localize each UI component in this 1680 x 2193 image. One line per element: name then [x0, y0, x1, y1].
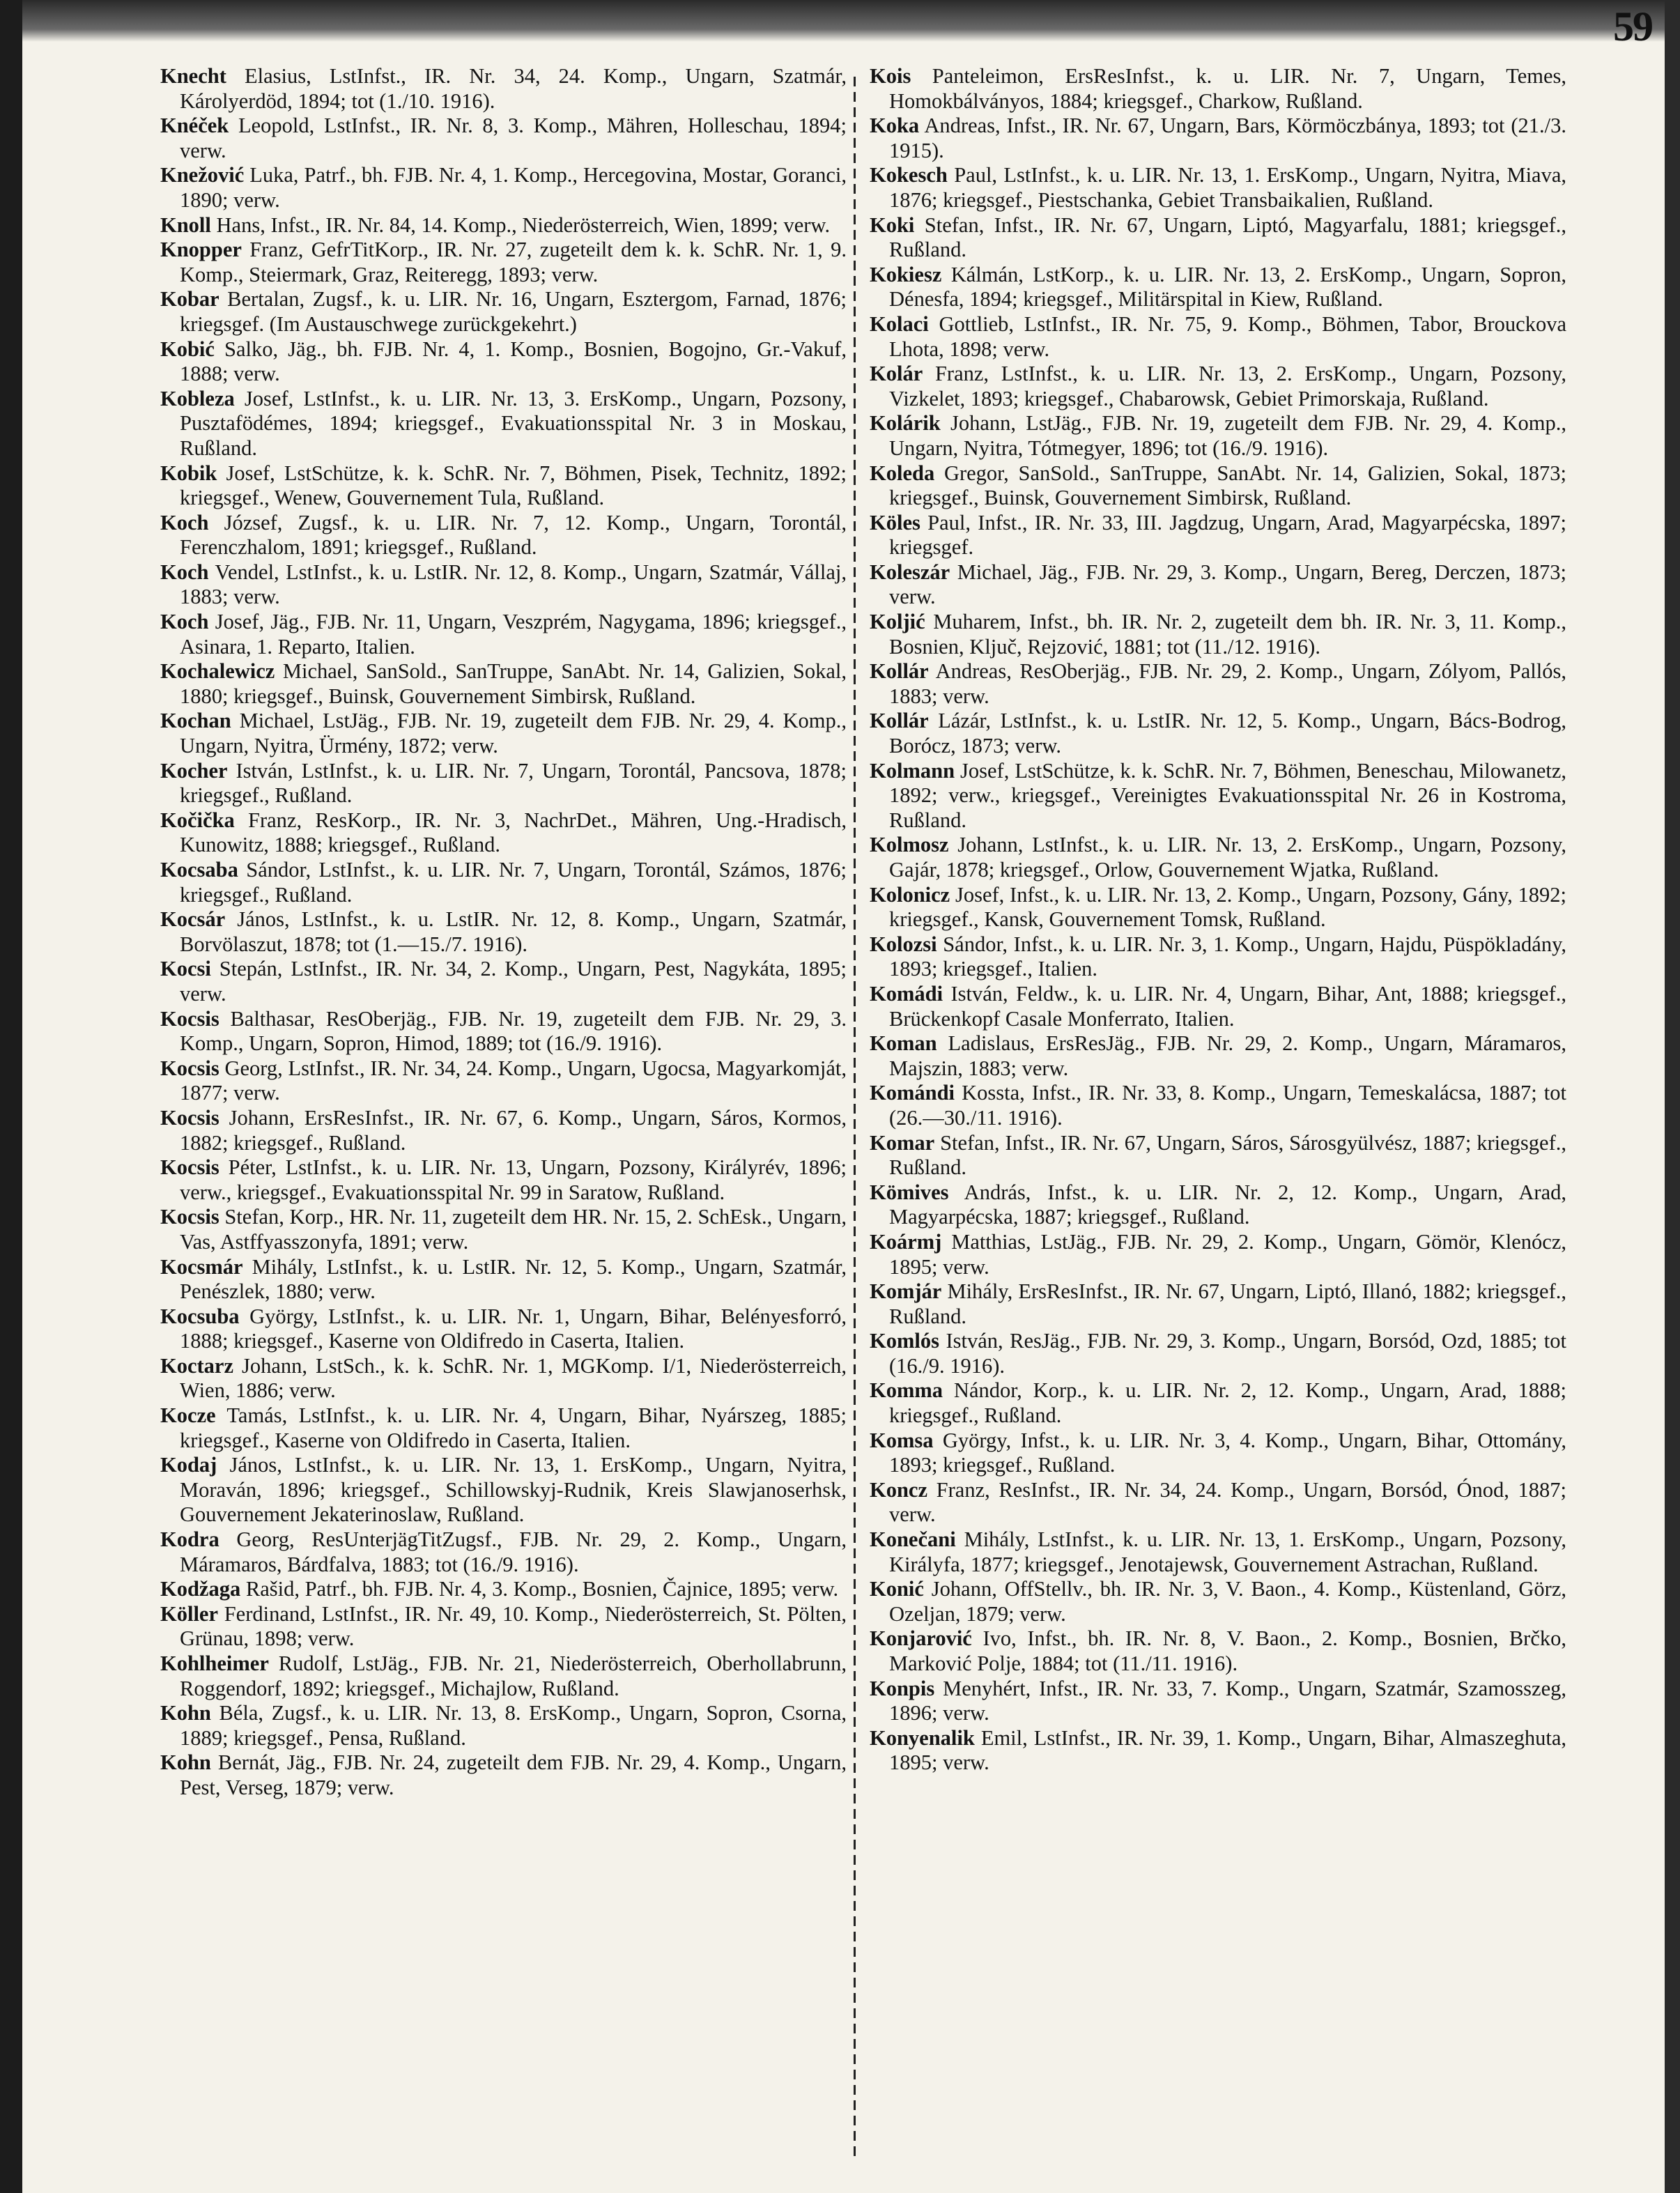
casualty-entry [160, 287, 847, 337]
entry-details: János, LstInfst., k. u. LIR. Nr. 13, 1. ErsKomp., Ungarn, Nyitra, Moraván, 1896; kriegsgef., Schillowskyj-Rudnik, Kreis Slawjanoserhsk, Gouvernement Jekaterinoslaw, Rußland. [180, 1453, 847, 1527]
entry-details: Ivo, Infst., bh. IR. Nr. 8, V. Baon., 2. Komp., Bosnien, Brčko, Marković Polje, 1884; tot (11./11. 1916). [889, 1626, 1566, 1675]
entry-surname: Koármj [870, 1229, 942, 1254]
casualty-entry [160, 1602, 847, 1652]
entry-surname: Kolaci [870, 311, 929, 336]
casualty-entry [870, 1378, 1566, 1428]
casualty-entry [160, 759, 847, 808]
entry-details: István, LstInfst., k. u. LIR. Nr. 7, Ungarn, Torontál, Pancsova, 1878; kriegsgef., Rußland. [180, 758, 847, 808]
entry-details: Stefan, Korp., HR. Nr. 11, zugeteilt dem HR. Nr. 15, 2. SchEsk., Ungarn, Vas, Astffyasszonyfa, 1891; verw. [180, 1205, 847, 1254]
casualty-entry [870, 114, 1566, 163]
column-divider [854, 77, 856, 2160]
entry-details: Josef, LstInfst., k. u. LIR. Nr. 13, 3. ErsKomp., Ungarn, Pozsony, Pusztafödémes, 1894; kriegsgef., Evakuationsspital Nr. 3 in Moskau, Rußland. [180, 386, 847, 460]
entry-surname: Kocsis [160, 1006, 219, 1031]
casualty-entry [160, 560, 847, 610]
entry-surname: Kolozsi [870, 932, 937, 956]
entry-details: Bertalan, Zugsf., k. u. LIR. Nr. 16, Ungarn, Esztergom, Farnad, 1876; kriegsgef. (Im Austauschwege zurückgekehrt.) [180, 287, 847, 336]
entry-details: Gottlieb, LstInfst., IR. Nr. 75, 9. Komp., Böhmen, Tabor, Brouckova Lhota, 1898; verw. [889, 311, 1566, 361]
casualty-entry [160, 387, 847, 461]
entry-details: Menyhért, Infst., IR. Nr. 33, 7. Komp., Ungarn, Szatmár, Szamosszeg, 1896; verw. [889, 1676, 1566, 1725]
entry-details: Franz, GefrTitKorp., IR. Nr. 27, zugeteilt dem k. k. SchR. Nr. 1, 9. Komp., Steiermark, Graz, Reiteregg, 1893; verw. [180, 238, 847, 286]
entry-surname: Koch [160, 610, 209, 634]
entry-details: Béla, Zugsf., k. u. LIR. Nr. 13, 8. ErsKomp., Ungarn, Sopron, Csorna, 1889; kriegsgef., Pensa, Rußland. [180, 1701, 847, 1750]
entry-details: Salko, Jäg., bh. FJB. Nr. 4, 1. Komp., Bosnien, Bogojno, Gr.-Vakuf, 1888; verw. [180, 337, 847, 386]
casualty-entry [870, 833, 1566, 882]
casualty-entry [160, 213, 847, 238]
entry-details: József, Zugsf., k. u. LIR. Nr. 7, 12. Komp., Ungarn, Torontál, Ferenczhalom, 1891; kriegsgef., Rußland. [180, 510, 847, 560]
entry-details: Franz, LstInfst., k. u. LIR. Nr. 13, 2. ErsKomp., Ungarn, Pozsony, Vizkelet, 1893; kriegsgef., Chabarowsk, Gebiet Primorskaja, Rußland. [889, 362, 1566, 410]
casualty-entry [870, 1279, 1566, 1329]
entry-surname: Kobić [160, 337, 215, 361]
casualty-entry [160, 1577, 847, 1602]
entry-surname: Kollár [870, 709, 929, 733]
entry-details: Leopold, LstInfst., IR. Nr. 8, 3. Komp., Mähren, Holleschau, 1894; verw. [180, 114, 847, 162]
casualty-entry [870, 64, 1566, 114]
casualty-entry [160, 907, 847, 957]
entry-surname: Kohlheimer [160, 1652, 269, 1675]
casualty-entry [160, 808, 847, 858]
entry-surname: Kois [870, 64, 911, 88]
casualty-entry [870, 312, 1566, 362]
entry-surname: Knopper [160, 238, 242, 262]
left-column [160, 64, 847, 1801]
entry-surname: Koch [160, 560, 209, 584]
casualty-entry [870, 411, 1566, 461]
entry-surname: Komar [870, 1130, 935, 1155]
entry-surname: Knecht [160, 64, 226, 88]
casualty-entry [870, 1528, 1566, 1577]
entry-details: György, LstInfst., k. u. LIR. Nr. 1, Ungarn, Bihar, Belényesforró, 1888; kriegsgef., Kaserne von Oldifredo in Caserta, Italien. [180, 1304, 847, 1353]
entry-details: Bernát, Jäg., FJB. Nr. 24, zugeteilt dem FJB. Nr. 29, 4. Komp., Ungarn, Pest, Verseg, 1879; verw. [180, 1750, 847, 1799]
entry-details: Andreas, Infst., IR. Nr. 67, Ungarn, Bars, Körmöczbánya, 1893; tot (21./3. 1915). [889, 114, 1566, 162]
entry-surname: Komma [870, 1378, 943, 1403]
entry-details: Elasius, LstInfst., IR. Nr. 34, 24. Komp., Ungarn, Szatmár, Károlyerdöd, 1894; tot (1./10. 1916). [180, 64, 847, 113]
entry-details: Gregor, SanSold., SanTruppe, SanAbt. Nr. 14, Galizien, Sokal, 1873; kriegsgef., Buinsk, Gouvernement Simbirsk, Rußland. [889, 461, 1566, 510]
entry-details: Mihály, LstInfst., k. u. LstIR. Nr. 12, 5. Komp., Ungarn, Szatmár, Penészlek, 1880; verw. [180, 1254, 847, 1304]
casualty-entry [870, 362, 1566, 411]
entry-details: András, Infst., k. u. LIR. Nr. 2, 12. Komp., Ungarn, Arad, Magyarpécska, 1887; kriegsgef., Rußland. [889, 1180, 1566, 1229]
casualty-entry [160, 1007, 847, 1056]
entry-surname: Konečani [870, 1528, 956, 1552]
entry-surname: Kočička [160, 808, 235, 832]
entry-details: Georg, LstInfst., IR. Nr. 34, 24. Komp., Ungarn, Ugocsa, Magyarkomját, 1877; verw. [180, 1056, 847, 1105]
entry-surname: Kocher [160, 758, 228, 783]
entry-surname: Kocsis [160, 1155, 219, 1180]
entry-surname: Kocsaba [160, 858, 238, 882]
casualty-entry [160, 1403, 847, 1453]
casualty-entry [160, 858, 847, 907]
casualty-entry [160, 1528, 847, 1577]
entry-surname: Knežović [160, 163, 245, 187]
entry-details: Rudolf, LstJäg., FJB. Nr. 21, Niederösterreich, Oberhollabrunn, Roggendorf, 1892; kriegsgef., Michajlow, Rußland. [180, 1652, 847, 1700]
entry-surname: Konpis [870, 1676, 935, 1700]
entry-surname: Kocsuba [160, 1304, 240, 1328]
casualty-entry [160, 1305, 847, 1354]
entry-details: György, Infst., k. u. LIR. Nr. 3, 4. Komp., Ungarn, Bihar, Ottomány, 1893; kriegsgef., Rußland. [889, 1428, 1566, 1477]
entry-details: Andreas, ResOberjäg., FJB. Nr. 29, 2. Komp., Ungarn, Zólyom, Pallós, 1883; verw. [889, 659, 1566, 708]
entry-details: Péter, LstInfst., k. u. LIR. Nr. 13, Ungarn, Pozsony, Királyrév, 1896; verw., kriegsgef., Evakuationsspital Nr. 99 in Saratow, Rußland. [180, 1155, 847, 1204]
casualty-entry [870, 610, 1566, 659]
entry-details: Josef, LstSchütze, k. k. SchR. Nr. 7, Böhmen, Pisek, Technitz, 1892; kriegsgef., Wenew, Gouvernement Tula, Rußland. [180, 461, 847, 510]
entry-details: Nándor, Korp., k. u. LIR. Nr. 2, 12. Komp., Ungarn, Arad, 1888; kriegsgef., Rußland. [889, 1378, 1566, 1428]
casualty-entry [160, 163, 847, 213]
entry-details: István, Feldw., k. u. LIR. Nr. 4, Ungarn, Bihar, Ant, 1888; kriegsgef., Brückenkopf Casale Monferrato, Italien. [889, 981, 1566, 1031]
casualty-entry [160, 1205, 847, 1254]
entry-surname: Komádi [870, 981, 943, 1006]
casualty-entry [160, 511, 847, 560]
entry-surname: Kollár [870, 659, 929, 684]
casualty-entry [160, 709, 847, 758]
entry-details: Johann, OffStellv., bh. IR. Nr. 3, V. Baon., 4. Komp., Küstenland, Görz, Ozeljan, 1879; verw. [889, 1577, 1566, 1626]
entry-details: Josef, Jäg., FJB. Nr. 11, Ungarn, Veszprém, Nagygama, 1896; kriegsgef., Asinara, 1. Reparto, Italien. [180, 610, 847, 659]
entry-surname: Kochan [160, 709, 231, 733]
entry-surname: Kodra [160, 1528, 219, 1552]
casualty-entry [160, 1106, 847, 1155]
entry-surname: Kocze [160, 1403, 216, 1428]
entry-surname: Komsa [870, 1428, 934, 1452]
casualty-entry [160, 1056, 847, 1106]
entry-surname: Kolmann [870, 758, 955, 783]
entry-surname: Kobik [160, 461, 217, 485]
entry-details: Tamás, LstInfst., k. u. LIR. Nr. 4, Ungarn, Bihar, Nyárszeg, 1885; kriegsgef., Kaserne von Oldifredo in Caserta, Italien. [180, 1403, 847, 1452]
casualty-entry [160, 337, 847, 387]
entry-details: Michael, SanSold., SanTruppe, SanAbt. Nr. 14, Galizien, Sokal, 1880; kriegsgef., Buinsk, Gouvernement Simbirsk, Rußland. [180, 659, 847, 708]
casualty-entry [870, 1677, 1566, 1726]
entry-details: Michael, LstJäg., FJB. Nr. 19, zugeteilt dem FJB. Nr. 29, 4. Komp., Ungarn, Nyitra, Ürmény, 1872; verw. [180, 709, 847, 758]
entry-surname: Knéček [160, 114, 229, 138]
casualty-entry [160, 1652, 847, 1701]
scan-edge-right [1665, 0, 1680, 2193]
entry-details: Franz, ResKorp., IR. Nr. 3, NachrDet., Mähren, Ung.-Hradisch, Kunowitz, 1888; kriegsgef., Rußland. [180, 808, 847, 857]
entry-surname: Koch [160, 510, 209, 534]
entry-details: Panteleimon, ErsResInfst., k. u. LIR. Nr. 7, Ungarn, Temes, Homokbálványos, 1884; kriegsgef., Charkow, Rußland. [889, 64, 1566, 113]
casualty-entry [870, 883, 1566, 932]
casualty-entry [160, 1750, 847, 1800]
entry-surname: Komlós [870, 1329, 939, 1353]
casualty-entry [870, 1081, 1566, 1130]
entry-surname: Koncz [870, 1477, 928, 1502]
entry-details: Lázár, LstInfst., k. u. LstIR. Nr. 12, 5. Komp., Ungarn, Bács-Bodrog, Borócz, 1873; verw. [889, 709, 1566, 758]
entry-surname: Kocsmár [160, 1254, 243, 1279]
casualty-entry [870, 511, 1566, 560]
casualty-entry [160, 114, 847, 163]
casualty-entry [870, 263, 1566, 312]
casualty-entry [160, 1155, 847, 1205]
entry-surname: Kochalewicz [160, 659, 275, 684]
casualty-entry [870, 1329, 1566, 1378]
casualty-entry [870, 1478, 1566, 1528]
casualty-entry [870, 659, 1566, 709]
casualty-entry [870, 709, 1566, 758]
entry-surname: Konjarović [870, 1626, 972, 1651]
entry-details: Balthasar, ResOberjäg., FJB. Nr. 19, zugeteilt dem FJB. Nr. 29, 3. Komp., Ungarn, Sopron, Himod, 1889; tot (16./9. 1916). [180, 1006, 847, 1056]
entry-details: Georg, ResUnterjägTitZugsf., FJB. Nr. 29, 2. Komp., Ungarn, Máramaros, Bárdfalva, 1883; tot (16./9. 1916). [180, 1528, 847, 1576]
entry-surname: Köller [160, 1601, 218, 1626]
entry-details: Michael, Jäg., FJB. Nr. 29, 3. Komp., Ungarn, Bereg, Derczen, 1873; verw. [889, 560, 1566, 609]
casualty-entry [870, 1230, 1566, 1279]
entry-details: Rašid, Patrf., bh. FJB. Nr. 4, 3. Komp., Bosnien, Čajnice, 1895; verw. [240, 1577, 839, 1601]
casualty-entry [870, 213, 1566, 263]
casualty-entry [870, 461, 1566, 511]
entry-details: Matthias, LstJäg., FJB. Nr. 29, 2. Komp., Ungarn, Gömör, Klenócz, 1895; verw. [889, 1229, 1566, 1279]
scan-edge-left [0, 0, 22, 2193]
casualty-entry [870, 932, 1566, 982]
casualty-entry [160, 957, 847, 1006]
casualty-entry [870, 1726, 1566, 1776]
casualty-entry [870, 163, 1566, 213]
entry-details: Stepán, LstInfst., IR. Nr. 34, 2. Komp., Ungarn, Pest, Nagykáta, 1895; verw. [180, 957, 847, 1006]
entry-surname: Kömives [870, 1180, 949, 1204]
casualty-entry [870, 1131, 1566, 1180]
page-number: 59 [1613, 3, 1652, 49]
entry-surname: Kolárik [870, 411, 941, 436]
entry-surname: Koman [870, 1031, 937, 1056]
scan-edge-top [0, 0, 1680, 42]
entry-details: Hans, Infst., IR. Nr. 84, 14. Komp., Niederösterreich, Wien, 1899; verw. [210, 213, 831, 237]
casualty-entry [870, 1577, 1566, 1626]
entry-surname: Kocsi [160, 957, 211, 981]
casualty-entry [160, 461, 847, 511]
entry-surname: Koka [870, 114, 920, 138]
entry-details: Stefan, Infst., IR. Nr. 67, Ungarn, Liptó, Magyarfalu, 1881; kriegsgef., Rußland. [889, 213, 1566, 262]
entry-details: Luka, Patrf., bh. FJB. Nr. 4, 1. Komp., Hercegovina, Mostar, Goranci, 1890; verw. [180, 163, 847, 212]
entry-details: Johann, ErsResInfst., IR. Nr. 67, 6. Komp., Ungarn, Sáros, Kormos, 1882; kriegsgef., Rußland. [180, 1105, 847, 1155]
casualty-entry [160, 1701, 847, 1750]
entry-details: Vendel, LstInfst., k. u. LstIR. Nr. 12, 8. Komp., Ungarn, Szatmár, Vállaj, 1883; verw. [180, 560, 847, 609]
entry-details: Mihály, LstInfst., k. u. LIR. Nr. 13, 1. ErsKomp., Ungarn, Pozsony, Királyfa, 1877; kriegsgef., Jenotajewsk, Gouvernement Astrachan, Rußland. [889, 1528, 1566, 1576]
entry-surname: Köles [870, 510, 920, 534]
entry-surname: Koctarz [160, 1353, 233, 1378]
entry-details: Emil, LstInfst., IR. Nr. 39, 1. Komp., Ungarn, Bihar, Almaszeghuta, 1895; verw. [889, 1725, 1566, 1775]
entry-surname: Konić [870, 1577, 924, 1601]
entry-details: Kálmán, LstKorp., k. u. LIR. Nr. 13, 2. ErsKomp., Ungarn, Sopron, Dénesfa, 1894; kriegsgef., Militärspital in Kiew, Rußland. [889, 262, 1566, 311]
casualty-entry [870, 1429, 1566, 1478]
casualty-entry [870, 982, 1566, 1031]
casualty-entry [160, 659, 847, 709]
entry-details: Ferdinand, LstInfst., IR. Nr. 49, 10. Komp., Niederösterreich, St. Pölten, Grünau, 1898; verw. [180, 1601, 847, 1651]
entry-details: Sándor, LstInfst., k. u. LIR. Nr. 7, Ungarn, Torontál, Számos, 1876; kriegsgef., Rußland. [180, 858, 847, 907]
entry-surname: Kocsis [160, 1056, 219, 1080]
entry-details: István, ResJäg., FJB. Nr. 29, 3. Komp., Ungarn, Borsód, Ozd, 1885; tot (16./9. 1916). [889, 1329, 1566, 1378]
casualty-entry [870, 1031, 1566, 1081]
entry-surname: Kokesch [870, 163, 948, 187]
casualty-entry [870, 1626, 1566, 1676]
entry-surname: Kodžaga [160, 1577, 241, 1601]
entry-surname: Kobleza [160, 386, 235, 410]
casualty-entry [160, 1255, 847, 1305]
entry-details: Kossta, Infst., IR. Nr. 33, 8. Komp., Ungarn, Temeskalácsa, 1887; tot (26.—30./11. 1916). [889, 1081, 1566, 1130]
entry-details: Stefan, Infst., IR. Nr. 67, Ungarn, Sáros, Sárosgyülvész, 1887; kriegsgef., Rußland. [889, 1130, 1566, 1180]
entry-details: Josef, LstSchütze, k. k. SchR. Nr. 7, Böhmen, Beneschau, Milowanetz, 1892; verw., kriegsgef., Vereinigtes Evakuationsspital Nr. 26 in Kostroma, Rußland. [889, 758, 1566, 832]
entry-surname: Koleda [870, 461, 935, 485]
entry-surname: Komándi [870, 1081, 955, 1105]
entry-details: Johann, LstJäg., FJB. Nr. 19, zugeteilt dem FJB. Nr. 29, 4. Komp., Ungarn, Nyitra, Tótmegyer, 1896; tot (16./9. 1916). [889, 411, 1566, 460]
entry-details: Franz, ResInfst., IR. Nr. 34, 24. Komp., Ungarn, Borsód, Ónod, 1887; verw. [889, 1477, 1566, 1527]
entry-surname: Kohn [160, 1750, 211, 1775]
casualty-entry [870, 1180, 1566, 1230]
right-column [870, 64, 1566, 1776]
casualty-entry [870, 560, 1566, 610]
casualty-entry [160, 1453, 847, 1528]
entry-surname: Kolmosz [870, 833, 949, 857]
entry-surname: Kolár [870, 362, 923, 386]
entry-surname: Kobar [160, 287, 219, 311]
entry-details: Muharem, Infst., bh. IR. Nr. 2, zugeteilt dem bh. IR. Nr. 3, 11. Komp., Bosnien, Ključ, Rejzović, 1881; tot (11./12. 1916). [889, 610, 1566, 659]
casualty-entry [160, 610, 847, 659]
entry-surname: Kolonicz [870, 882, 950, 907]
entry-details: Ladislaus, ErsResJäg., FJB. Nr. 29, 2. Komp., Ungarn, Máramaros, Majszin, 1883; verw. [889, 1031, 1566, 1080]
entry-details: Mihály, ErsResInfst., IR. Nr. 67, Ungarn, Liptó, Illanó, 1882; kriegsgef., Rußland. [889, 1279, 1566, 1328]
entry-surname: Konyenalik [870, 1725, 975, 1750]
entry-details: Johann, LstInfst., k. u. LIR. Nr. 13, 2. ErsKomp., Ungarn, Pozsony, Gajár, 1878; kriegsgef., Orlow, Gouvernement Wjatka, Rußland. [889, 833, 1566, 882]
entry-surname: Komjár [870, 1279, 942, 1304]
casualty-entry [870, 759, 1566, 833]
entry-surname: Koki [870, 213, 915, 237]
casualty-entry [160, 1354, 847, 1403]
entry-surname: Kohn [160, 1701, 211, 1725]
entry-surname: Koleszár [870, 560, 950, 584]
entry-surname: Kocsis [160, 1205, 219, 1229]
entry-surname: Kodaj [160, 1453, 217, 1477]
entry-details: Paul, Infst., IR. Nr. 33, III. Jagdzug, Ungarn, Arad, Magyarpécska, 1897; kriegsgef. [889, 510, 1566, 560]
entry-surname: Knoll [160, 213, 211, 237]
casualty-entry [160, 64, 847, 114]
entry-details: János, LstInfst., k. u. LstIR. Nr. 12, 8. Komp., Ungarn, Szatmár, Borvölaszut, 1878; tot (1.—15./7. 1916). [180, 907, 847, 956]
entry-details: Paul, LstInfst., k. u. LIR. Nr. 13, 1. ErsKomp., Ungarn, Nyitra, Miava, 1876; kriegsgef., Piestschanka, Gebiet Transbaikalien, Rußland. [889, 163, 1566, 212]
entry-surname: Kokiesz [870, 262, 942, 286]
entry-surname: Koljić [870, 610, 925, 634]
entry-surname: Kocsár [160, 907, 226, 932]
entry-details: Josef, Infst., k. u. LIR. Nr. 13, 2. Komp., Ungarn, Pozsony, Gány, 1892; kriegsgef., Kansk, Gouvernement Tomsk, Rußland. [889, 882, 1566, 932]
entry-details: Sándor, Infst., k. u. LIR. Nr. 3, 1. Komp., Ungarn, Hajdu, Püspökladány, 1893; kriegsgef., Italien. [889, 932, 1566, 981]
entry-details: Johann, LstSch., k. k. SchR. Nr. 1, MGKomp. I/1, Niederösterreich, Wien, 1886; verw. [180, 1353, 847, 1403]
casualty-entry [160, 238, 847, 287]
entry-surname: Kocsis [160, 1105, 219, 1130]
